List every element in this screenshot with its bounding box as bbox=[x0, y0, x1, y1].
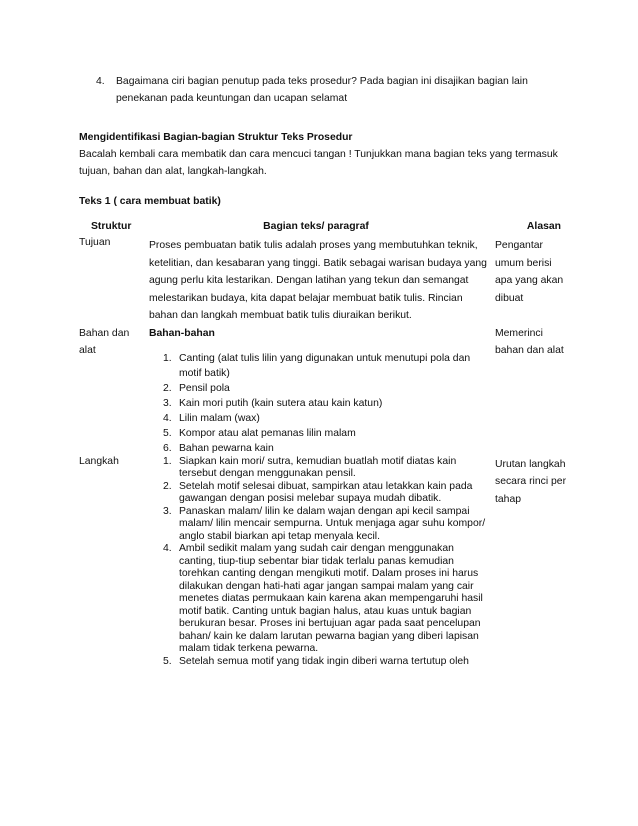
section-identify bbox=[79, 129, 569, 180]
table-row-bahan bbox=[73, 325, 569, 456]
langkah-struktur: Langkah bbox=[79, 455, 119, 467]
bahan-struktur: Bahan dan alat bbox=[79, 327, 130, 356]
tujuan-struktur: Tujuan bbox=[79, 237, 111, 248]
list-item: 2. Setelah motif selesai dibuat, sampirkan atau letakkan kain pada gawangan dengan posisi melebar supaya mudah dibatik. bbox=[163, 480, 473, 504]
question-number: 4. bbox=[96, 76, 105, 87]
section-instruction: Bacalah kembali cara membatik dan cara mencuci tangan ! Tunjukkan mana bagian teks yang termasuk tujuan, bahan dan alat, langkah-langkah. bbox=[79, 149, 558, 177]
list-item: 5. Setelah semua motif yang tidak ingin diberi warna tertutup oleh bbox=[163, 655, 469, 667]
list-item: 1. Siapkan kain mori/ sutra, kemudian buatlah motif diatas kain tersebut dengan menggunakan pensil. bbox=[163, 455, 457, 479]
list-item: 3. Kain mori putih (kain sutera atau kain katun) bbox=[163, 397, 383, 409]
list-item: 6. Bahan pewarna kain bbox=[163, 442, 274, 454]
tujuan-alasan: Pengantar umum berisi apa yang akan dibuat bbox=[495, 240, 564, 304]
bahan-alasan: Memerinci bahan dan alat bbox=[495, 327, 564, 356]
table-row-tujuan bbox=[73, 237, 569, 325]
langkah-list bbox=[149, 456, 489, 669]
langkah-alasan: Urutan langkah secara rinci per tahap bbox=[495, 458, 567, 505]
list-item: 5. Kompor atau alat pemanas lilin malam bbox=[163, 427, 356, 439]
list-item: 3. Panaskan malam/ lilin ke dalam wajan dengan api kecil sampai malam/ lilin mencair sempurna. Untuk menjaga agar suhu kompor/ anglo stabil biarkan api tetap menyala kecil. bbox=[163, 505, 486, 542]
teks-title: Teks 1 ( cara membuat batik) bbox=[79, 196, 221, 207]
section-heading: Mengidentifikasi Bagian-bagian Struktur Teks Prosedur bbox=[79, 132, 353, 143]
structure-table bbox=[73, 215, 569, 668]
list-item: 1. Canting (alat tulis lilin yang digunakan untuk menutupi pola dan motif batik) bbox=[163, 352, 471, 379]
tujuan-paragraf: Proses pembuatan batik tulis adalah proses yang membutuhkan teknik, ketelitian, dan kesabaran yang tinggi. Batik sebagai warisan budaya yang agung perlu kita lestarikan. Dengan latihan yang tekun dan semangat melestarikan budaya, kita dapat belajar membuat batik tulis. Rincian bahan dan langkah membuat batik tulis diuraikan berikut. bbox=[149, 240, 487, 321]
header-bagian-teks: Bagian teks/ paragraf bbox=[263, 220, 369, 232]
list-item: 2. Pensil pola bbox=[163, 382, 230, 394]
bahan-list bbox=[149, 351, 489, 456]
bahan-heading: Bahan-bahan bbox=[149, 327, 215, 339]
question-4 bbox=[96, 73, 566, 107]
list-item: 4. Ambil sedikit malam yang sudah cair dengan menggunakan canting, tiup-tiup sebentar biar tidak terlalu panas kemudian torehkan canting dengan mengikuti motif. Dalam proses ini harus dilakukan dengan hati-hati agar jangan sampai malam yang cair menetes diatas permukaan kain karena akan mempengaruhi hasil motif batik. Canting untuk bagian halus, atau kuas untuk bagian berukuran besar. Proses ini bertujuan agar pada saat pencelupan bahan/ kain ke dalam larutan pewarna bagian yang diberi lapisan malam tidak terkena pewarna. bbox=[163, 543, 483, 654]
question-text: Bagaimana ciri bagian penutup pada teks prosedur? Pada bagian ini disajikan bagian lain penekanan pada keuntungan dan ucapan selamat bbox=[116, 76, 528, 104]
table-row-langkah bbox=[73, 456, 569, 669]
header-struktur: Struktur bbox=[91, 220, 132, 232]
list-item: 4. Lilin malam (wax) bbox=[163, 412, 260, 424]
header-alasan: Alasan bbox=[526, 220, 561, 232]
table-header-row bbox=[73, 215, 569, 237]
